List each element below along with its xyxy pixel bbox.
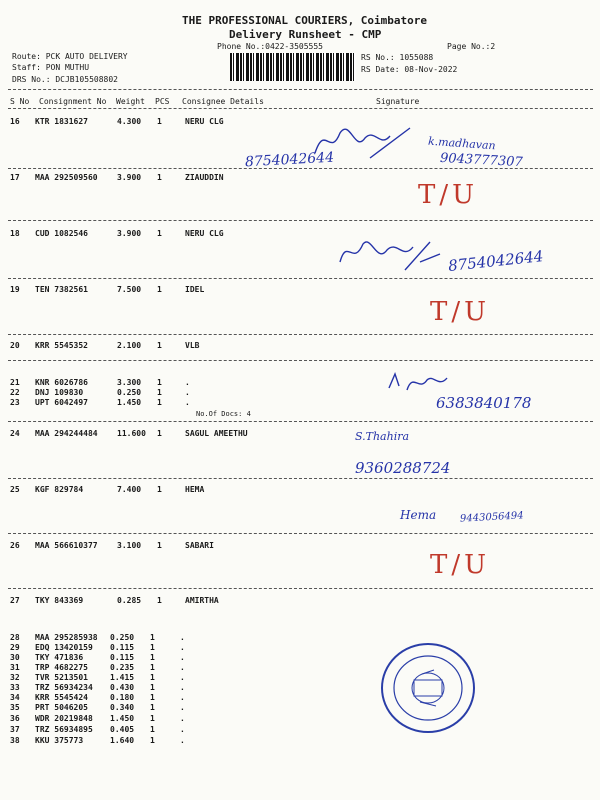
row-weight: 0.285 [117,596,142,605]
tu-mark: T/U [430,297,491,327]
row-weight: 7.500 [117,285,142,294]
row-pcs: 1 [157,285,162,294]
row-consignment: MAA 566610377 [35,541,98,550]
row-weight: 1.450 [117,398,142,407]
divider [8,278,593,279]
row-weight: 1.450 [110,714,135,723]
document-title: Delivery Runsheet - CMP [229,28,382,41]
row-sno: 23 [10,398,20,407]
row-sno: 20 [10,341,20,350]
handwritten-phone: 8754042644 [447,247,545,275]
row-pcs: 1 [150,693,155,702]
divider [8,478,593,479]
row-sno: 18 [10,229,20,238]
row-consignee: . [180,725,185,734]
row-consignment: TEN 7382561 [35,285,88,294]
row-consignee: HEMA [185,485,205,494]
row-consignment: TVR 5213501 [35,673,88,682]
row-pcs: 1 [150,683,155,692]
row-pcs: 1 [150,653,155,662]
row-pcs: 1 [157,541,162,550]
row-consignee: VLB [185,341,200,350]
col-consignment: Consignment No [39,97,107,106]
row-pcs: 1 [157,378,162,387]
row-consignee: AMIRTHA [185,596,219,605]
row-weight: 0.115 [110,643,135,652]
col-weight: Weight [116,97,145,106]
row-sno: 26 [10,541,20,550]
row-consignee: . [180,633,185,642]
row-sno: 31 [10,663,20,672]
row-pcs: 1 [150,663,155,672]
signature-scribble [335,232,445,277]
row-consignment: CUD 1082546 [35,229,88,238]
row-sno: 22 [10,388,20,397]
row-weight: 3.900 [117,229,142,238]
row-consignment: KNR 6026786 [35,378,88,387]
row-consignment: MAA 292509560 [35,173,98,182]
row-sno: 36 [10,714,20,723]
row-pcs: 1 [157,596,162,605]
row-pcs: 1 [150,725,155,734]
row-consignee: . [185,398,190,407]
row-weight: 0.115 [110,653,135,662]
row-pcs: 1 [157,229,162,238]
row-weight: 1.640 [110,736,135,745]
row-consignee: . [180,653,185,662]
company-name: THE PROFESSIONAL COURIERS, Coimbatore [182,14,428,27]
row-pcs: 1 [157,429,162,438]
row-consignment: KRR 5545352 [35,341,88,350]
row-consignment: PRT 5046205 [35,703,88,712]
col-signature: Signature [376,97,420,106]
tu-mark: T/U [430,550,491,580]
row-weight: 2.100 [117,341,142,350]
row-sno: 30 [10,653,20,662]
row-pcs: 1 [150,643,155,652]
row-consignee: SABARI [185,541,214,550]
row-consignment: TRZ 56934234 [35,683,93,692]
row-sno: 32 [10,673,20,682]
row-sno: 25 [10,485,20,494]
row-consignment: MAA 294244484 [35,429,98,438]
row-consignment: TKY 843369 [35,596,84,605]
row-sno: 33 [10,683,20,692]
divider [8,89,593,90]
tu-mark: T/U [418,180,479,210]
row-weight: 3.300 [117,378,142,387]
docs-count: No.Of Docs: 4 [196,410,251,418]
handwritten-name: k.madhavan [427,134,497,153]
divider [8,360,593,361]
divider [8,334,593,335]
row-sno: 17 [10,173,20,182]
handwritten-phone: 8754042644 [244,149,335,171]
signature-scribble [385,370,465,395]
row-sno: 35 [10,703,20,712]
row-consignment: KKU 375773 [35,736,84,745]
rs-date: RS Date: 08-Nov-2022 [361,65,458,74]
row-weight: 0.250 [117,388,142,397]
row-pcs: 1 [150,673,155,682]
row-pcs: 1 [150,703,155,712]
row-weight: 0.340 [110,703,135,712]
row-sno: 16 [10,117,20,126]
row-consignee: . [180,673,185,682]
phone-number: Phone No.:0422-3505555 [217,42,323,51]
row-consignment: KRR 5545424 [35,693,88,702]
handwritten-name: Hema [400,508,437,522]
row-sno: 38 [10,736,20,745]
row-weight: 7.400 [117,485,142,494]
row-sno: 21 [10,378,20,387]
row-consignee: IDEL [185,285,205,294]
divider [8,533,593,534]
row-consignment: TKY 471836 [35,653,84,662]
col-pcs: PCS [155,97,170,106]
signature-scribble [310,118,420,168]
handwritten-phone: 9443056494 [459,510,524,525]
row-pcs: 1 [157,485,162,494]
divider [8,168,593,169]
row-consignment: EDQ 13420159 [35,643,93,652]
col-consignee: Consignee Details [182,97,264,106]
row-sno: 24 [10,429,20,438]
barcode [230,53,356,81]
row-pcs: 1 [157,117,162,126]
row-sno: 27 [10,596,20,605]
divider [8,108,593,109]
row-consignment: MAA 295285938 [35,633,98,642]
divider [8,588,593,589]
row-weight: 0.180 [110,693,135,702]
row-consignee: NERU CLG [185,229,224,238]
row-pcs: 1 [157,341,162,350]
staff-label: Staff: PON MUTHU [12,63,90,72]
row-weight: 4.300 [117,117,142,126]
row-consignee: ZIAUDDIN [185,173,224,182]
row-pcs: 1 [150,714,155,723]
handwritten-name: S.Thahira [355,430,410,443]
row-sno: 29 [10,643,20,652]
row-consignee: . [180,714,185,723]
row-consignee: . [185,388,190,397]
row-pcs: 1 [157,398,162,407]
row-pcs: 1 [157,173,162,182]
route-label: Route: PCK AUTO DELIVERY [12,52,128,61]
row-consignment: UPT 6042497 [35,398,88,407]
row-pcs: 1 [150,736,155,745]
row-weight: 3.900 [117,173,142,182]
row-weight: 0.250 [110,633,135,642]
row-consignment: TRP 4682275 [35,663,88,672]
row-weight: 0.235 [110,663,135,672]
row-weight: 1.415 [110,673,135,682]
row-weight: 3.100 [117,541,142,550]
row-consignment: WDR 20219848 [35,714,93,723]
row-consignee: . [185,378,190,387]
row-consignee: . [180,683,185,692]
row-weight: 11.600 [117,429,146,438]
row-pcs: 1 [157,388,162,397]
row-sno: 19 [10,285,20,294]
row-sno: 28 [10,633,20,642]
row-consignee: . [180,663,185,672]
row-sno: 34 [10,693,20,702]
divider [8,421,593,422]
page-number: Page No.:2 [447,42,496,51]
handwritten-phone: 9043777307 [439,150,524,171]
row-consignee: . [180,703,185,712]
drs-number: DRS No.: DCJB105508802 [12,75,118,84]
rs-number: RS No.: 1055088 [361,53,434,62]
row-consignee: . [180,736,185,745]
row-weight: 0.430 [110,683,135,692]
col-sno: S No [10,97,30,106]
row-consignment: KTR 1831627 [35,117,88,126]
institution-stamp [378,640,478,736]
row-consignee: . [180,693,185,702]
row-consignee: SAGUL AMEETHU [185,429,248,438]
row-consignment: KGF 829784 [35,485,84,494]
row-consignment: DNJ 109830 [35,388,84,397]
handwritten-phone: 6383840178 [436,394,532,412]
divider [8,220,593,221]
row-weight: 0.405 [110,725,135,734]
row-pcs: 1 [150,633,155,642]
handwritten-phone: 9360288724 [355,459,451,477]
row-consignee: NERU CLG [185,117,224,126]
row-sno: 37 [10,725,20,734]
row-consignment: TRZ 56934895 [35,725,93,734]
row-consignee: . [180,643,185,652]
